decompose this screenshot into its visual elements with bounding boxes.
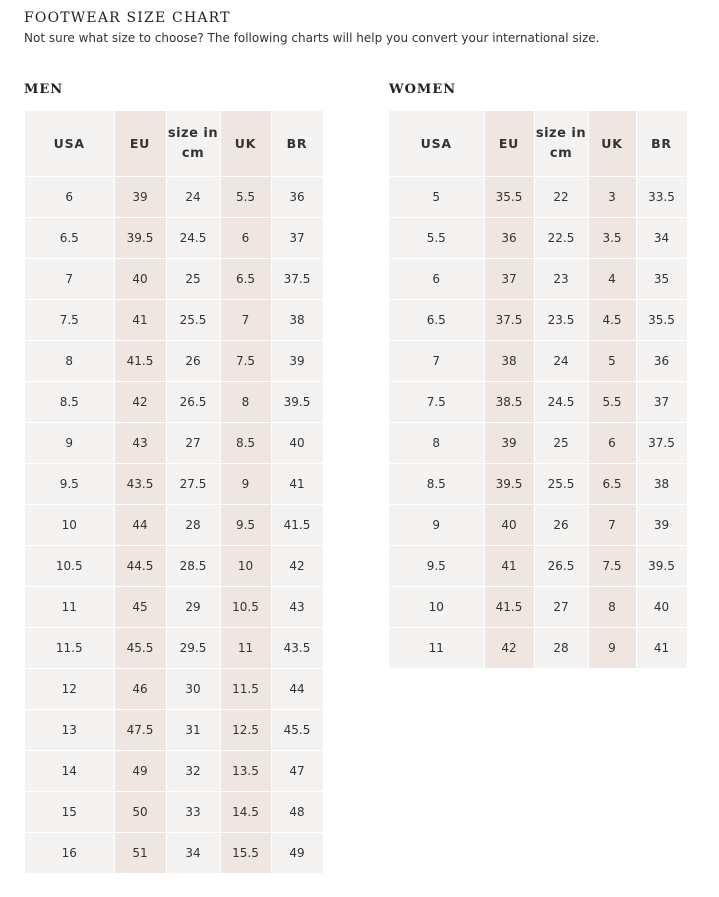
size-cell-usa: 11 <box>389 628 484 669</box>
table-row <box>25 423 323 464</box>
size-cell-uk: 7 <box>588 505 636 546</box>
column-header-uk: UK <box>220 111 271 177</box>
size-cell-eu: 37 <box>484 259 534 300</box>
size-cell-eu: 47.5 <box>114 710 166 751</box>
size-cell-uk: 4 <box>588 259 636 300</box>
size-cell-br: 37.5 <box>271 259 323 300</box>
size-cell-eu: 41 <box>114 300 166 341</box>
size-cell-cm: 27 <box>166 423 220 464</box>
table-row <box>389 177 687 218</box>
table-row <box>25 587 323 628</box>
size-cell-usa: 8 <box>25 341 114 382</box>
size-cell-uk: 10.5 <box>220 587 271 628</box>
size-cell-br: 37 <box>271 218 323 259</box>
size-cell-cm: 26 <box>166 341 220 382</box>
column-header-cm: size in cm <box>534 111 588 177</box>
table-row <box>389 464 687 505</box>
size-cell-usa: 10 <box>389 587 484 628</box>
size-cell-uk: 5.5 <box>220 177 271 218</box>
column-header-cm: size in cm <box>166 111 220 177</box>
size-cell-cm: 23 <box>534 259 588 300</box>
size-cell-cm: 22.5 <box>534 218 588 259</box>
table-row <box>389 587 687 628</box>
table-row <box>389 382 687 423</box>
size-cell-uk: 14.5 <box>220 792 271 833</box>
size-cell-cm: 29.5 <box>166 628 220 669</box>
women-size-table <box>389 111 688 669</box>
size-cell-eu: 39.5 <box>484 464 534 505</box>
table-row <box>25 833 323 874</box>
size-cell-uk: 7.5 <box>220 341 271 382</box>
size-cell-br: 36 <box>271 177 323 218</box>
size-cell-cm: 28 <box>166 505 220 546</box>
size-cell-uk: 7 <box>220 300 271 341</box>
size-cell-cm: 24.5 <box>166 218 220 259</box>
size-cell-cm: 26.5 <box>534 546 588 587</box>
table-row <box>389 300 687 341</box>
size-cell-cm: 24 <box>166 177 220 218</box>
size-cell-usa: 5.5 <box>389 218 484 259</box>
size-cell-eu: 38.5 <box>484 382 534 423</box>
size-cell-cm: 30 <box>166 669 220 710</box>
size-cell-usa: 14 <box>25 751 114 792</box>
size-cell-usa: 12 <box>25 669 114 710</box>
size-cell-cm: 32 <box>166 751 220 792</box>
size-cell-usa: 9.5 <box>25 464 114 505</box>
size-cell-uk: 11.5 <box>220 669 271 710</box>
size-cell-eu: 45.5 <box>114 628 166 669</box>
size-cell-uk: 11 <box>220 628 271 669</box>
size-cell-br: 38 <box>636 464 687 505</box>
table-row <box>25 792 323 833</box>
size-cell-uk: 9 <box>220 464 271 505</box>
size-cell-cm: 26 <box>534 505 588 546</box>
size-cell-uk: 13.5 <box>220 751 271 792</box>
table-row <box>25 751 323 792</box>
table-row <box>25 218 323 259</box>
column-header-br: BR <box>636 111 687 177</box>
size-cell-cm: 29 <box>166 587 220 628</box>
table-row <box>25 546 323 587</box>
size-cell-br: 45.5 <box>271 710 323 751</box>
size-cell-uk: 15.5 <box>220 833 271 874</box>
size-cell-cm: 26.5 <box>166 382 220 423</box>
size-cell-usa: 16 <box>25 833 114 874</box>
size-cell-uk: 4.5 <box>588 300 636 341</box>
size-cell-br: 33.5 <box>636 177 687 218</box>
size-cell-cm: 27.5 <box>166 464 220 505</box>
size-cell-eu: 37.5 <box>484 300 534 341</box>
size-cell-eu: 45 <box>114 587 166 628</box>
size-cell-br: 37.5 <box>636 423 687 464</box>
column-header-br: BR <box>271 111 323 177</box>
column-header-eu: EU <box>114 111 166 177</box>
size-cell-br: 40 <box>636 587 687 628</box>
size-cell-eu: 50 <box>114 792 166 833</box>
size-cell-br: 40 <box>271 423 323 464</box>
size-cell-br: 41.5 <box>271 505 323 546</box>
table-row <box>25 382 323 423</box>
table-row <box>25 628 323 669</box>
size-cell-eu: 44.5 <box>114 546 166 587</box>
size-cell-cm: 31 <box>166 710 220 751</box>
size-cell-cm: 27 <box>534 587 588 628</box>
table-row <box>389 259 687 300</box>
size-cell-eu: 46 <box>114 669 166 710</box>
size-cell-br: 43.5 <box>271 628 323 669</box>
size-cell-usa: 10.5 <box>25 546 114 587</box>
size-cell-eu: 42 <box>114 382 166 423</box>
size-cell-uk: 12.5 <box>220 710 271 751</box>
size-cell-usa: 8.5 <box>25 382 114 423</box>
size-cell-br: 47 <box>271 751 323 792</box>
women-section-label: WOMEN <box>389 82 457 97</box>
size-cell-eu: 41.5 <box>484 587 534 628</box>
size-cell-uk: 6 <box>220 218 271 259</box>
size-cell-cm: 28.5 <box>166 546 220 587</box>
table-row <box>25 464 323 505</box>
size-cell-usa: 7 <box>25 259 114 300</box>
table-row <box>389 505 687 546</box>
table-row <box>389 546 687 587</box>
size-cell-br: 44 <box>271 669 323 710</box>
table-header-row <box>389 111 687 177</box>
size-cell-usa: 11.5 <box>25 628 114 669</box>
column-header-uk: UK <box>588 111 636 177</box>
size-cell-uk: 8 <box>220 382 271 423</box>
size-cell-br: 41 <box>636 628 687 669</box>
size-cell-cm: 24.5 <box>534 382 588 423</box>
table-row <box>389 218 687 259</box>
size-cell-br: 34 <box>636 218 687 259</box>
size-cell-eu: 41 <box>484 546 534 587</box>
size-cell-br: 43 <box>271 587 323 628</box>
size-cell-usa: 7.5 <box>389 382 484 423</box>
size-cell-usa: 13 <box>25 710 114 751</box>
size-cell-br: 39 <box>271 341 323 382</box>
table-header-row <box>25 111 323 177</box>
size-cell-uk: 6.5 <box>588 464 636 505</box>
size-cell-usa: 5 <box>389 177 484 218</box>
men-section-label: MEN <box>24 82 64 97</box>
table-row <box>25 177 323 218</box>
size-cell-uk: 6.5 <box>220 259 271 300</box>
column-header-eu: EU <box>484 111 534 177</box>
size-cell-eu: 49 <box>114 751 166 792</box>
size-cell-eu: 35.5 <box>484 177 534 218</box>
size-cell-cm: 25 <box>534 423 588 464</box>
size-cell-usa: 15 <box>25 792 114 833</box>
size-cell-usa: 7.5 <box>25 300 114 341</box>
size-cell-usa: 6 <box>389 259 484 300</box>
size-cell-cm: 34 <box>166 833 220 874</box>
size-cell-usa: 11 <box>25 587 114 628</box>
column-header-usa: USA <box>389 111 484 177</box>
size-cell-cm: 33 <box>166 792 220 833</box>
size-cell-cm: 22 <box>534 177 588 218</box>
size-cell-eu: 43 <box>114 423 166 464</box>
size-cell-br: 35 <box>636 259 687 300</box>
size-cell-cm: 23.5 <box>534 300 588 341</box>
size-cell-br: 36 <box>636 341 687 382</box>
size-cell-eu: 51 <box>114 833 166 874</box>
size-cell-br: 48 <box>271 792 323 833</box>
size-cell-eu: 38 <box>484 341 534 382</box>
size-cell-eu: 42 <box>484 628 534 669</box>
size-cell-uk: 3 <box>588 177 636 218</box>
size-cell-cm: 28 <box>534 628 588 669</box>
size-cell-br: 38 <box>271 300 323 341</box>
size-cell-usa: 6 <box>25 177 114 218</box>
size-cell-eu: 44 <box>114 505 166 546</box>
size-cell-br: 49 <box>271 833 323 874</box>
size-cell-br: 39 <box>636 505 687 546</box>
size-cell-usa: 6.5 <box>389 300 484 341</box>
size-cell-uk: 10 <box>220 546 271 587</box>
column-header-usa: USA <box>25 111 114 177</box>
size-cell-usa: 9 <box>25 423 114 464</box>
men-size-table <box>25 111 324 874</box>
size-cell-uk: 7.5 <box>588 546 636 587</box>
size-cell-uk: 8.5 <box>220 423 271 464</box>
size-cell-eu: 41.5 <box>114 341 166 382</box>
size-cell-br: 39.5 <box>636 546 687 587</box>
size-cell-usa: 9.5 <box>389 546 484 587</box>
size-cell-cm: 24 <box>534 341 588 382</box>
table-row <box>389 423 687 464</box>
size-cell-usa: 7 <box>389 341 484 382</box>
size-cell-uk: 8 <box>588 587 636 628</box>
size-cell-uk: 9.5 <box>220 505 271 546</box>
size-cell-br: 39.5 <box>271 382 323 423</box>
page-subtitle: Not sure what size to choose? The following charts will help you convert your international size. <box>24 31 600 45</box>
size-cell-uk: 5 <box>588 341 636 382</box>
size-cell-cm: 25 <box>166 259 220 300</box>
size-cell-eu: 39 <box>114 177 166 218</box>
size-cell-eu: 39.5 <box>114 218 166 259</box>
size-cell-eu: 40 <box>114 259 166 300</box>
table-row <box>25 710 323 751</box>
table-row <box>25 300 323 341</box>
table-row <box>25 341 323 382</box>
size-cell-usa: 10 <box>25 505 114 546</box>
size-cell-uk: 9 <box>588 628 636 669</box>
size-cell-usa: 9 <box>389 505 484 546</box>
size-cell-eu: 39 <box>484 423 534 464</box>
size-cell-br: 42 <box>271 546 323 587</box>
page-title: FOOTWEAR SIZE CHART <box>24 10 231 26</box>
size-cell-cm: 25.5 <box>166 300 220 341</box>
table-row <box>389 341 687 382</box>
size-cell-eu: 40 <box>484 505 534 546</box>
size-cell-eu: 43.5 <box>114 464 166 505</box>
size-cell-usa: 6.5 <box>25 218 114 259</box>
size-cell-uk: 6 <box>588 423 636 464</box>
size-cell-br: 41 <box>271 464 323 505</box>
size-cell-usa: 8 <box>389 423 484 464</box>
table-row <box>25 669 323 710</box>
size-cell-cm: 25.5 <box>534 464 588 505</box>
size-cell-uk: 5.5 <box>588 382 636 423</box>
table-row <box>389 628 687 669</box>
size-cell-br: 37 <box>636 382 687 423</box>
size-cell-br: 35.5 <box>636 300 687 341</box>
size-cell-eu: 36 <box>484 218 534 259</box>
table-row <box>25 505 323 546</box>
size-cell-usa: 8.5 <box>389 464 484 505</box>
size-cell-uk: 3.5 <box>588 218 636 259</box>
table-row <box>25 259 323 300</box>
